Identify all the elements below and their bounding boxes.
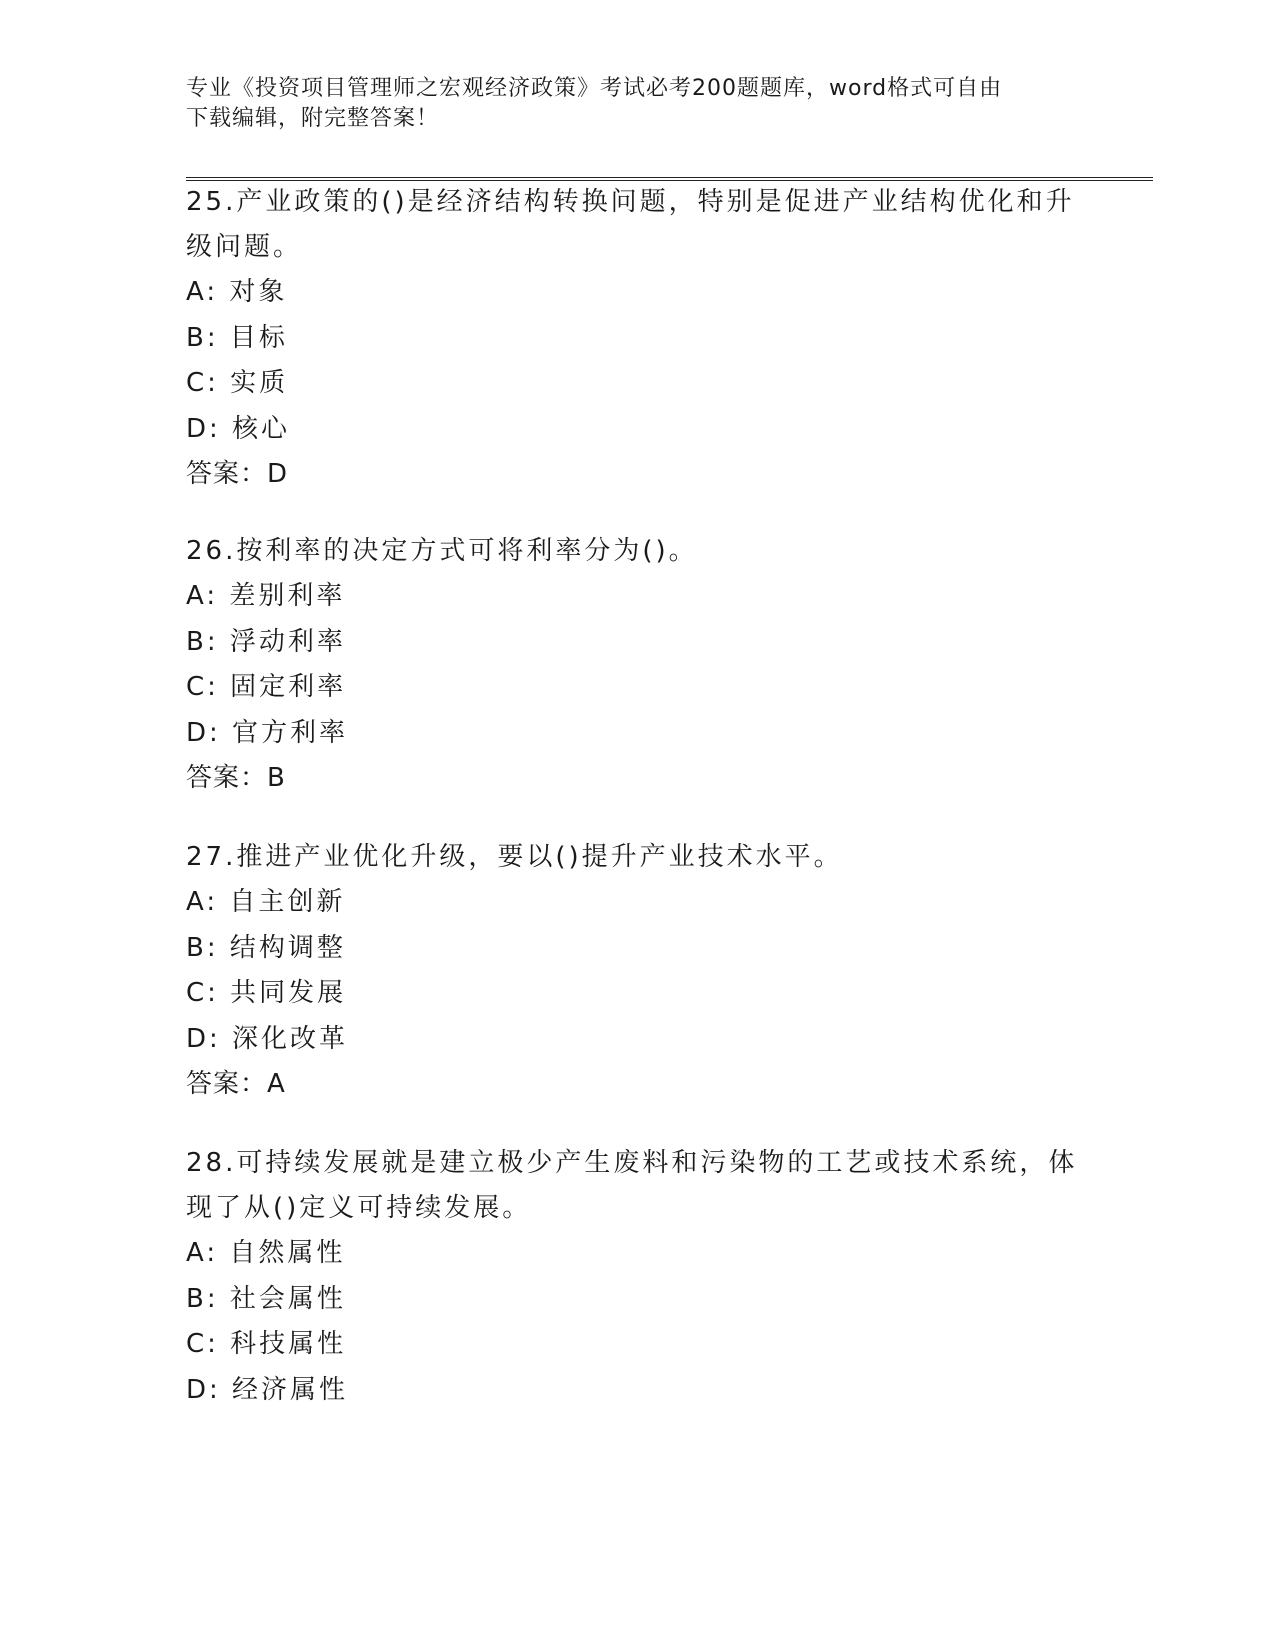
option-a: A: 自主创新 [186, 887, 346, 917]
document-header [186, 74, 1086, 134]
option-c: C: 科技属性 [186, 1329, 347, 1359]
question-stem-line: 现了从()定义可持续发展。 [186, 1193, 532, 1223]
option-a: A: 自然属性 [186, 1238, 346, 1268]
option-b: B: 目标 [186, 322, 288, 353]
option-b: B: 结构调整 [186, 932, 346, 963]
answer-line: 答案：A [186, 1069, 286, 1099]
option-a: A: 对象 [186, 277, 288, 307]
header-line-2: 下载编辑，附完整答案！ [186, 106, 440, 131]
question-stem-line: 级问题。 [186, 232, 303, 262]
header-line-1: 专业《投资项目管理师之宏观经济政策》考试必考200题题库，word格式可自由 [186, 76, 1003, 101]
option-c: C: 共同发展 [186, 978, 347, 1008]
option-d: D: 深化改革 [186, 1023, 349, 1054]
option-d: D: 官方利率 [186, 717, 349, 748]
question-stem [186, 1141, 1086, 1231]
answer-line: 答案：B [186, 763, 286, 793]
option-d: D: 经济属性 [186, 1374, 349, 1405]
question-stem [186, 180, 1086, 270]
question-stem-line: 26.按利率的决定方式可将利率分为()。 [186, 536, 698, 566]
option-d: D: 核心 [186, 413, 291, 444]
question-stem [186, 529, 1086, 574]
question-stem [186, 835, 1086, 880]
question-27 [186, 835, 1086, 1108]
option-b: B: 社会属性 [186, 1283, 346, 1314]
option-b: B: 浮动利率 [186, 626, 346, 657]
question-stem-line: 25.产业政策的()是经济结构转换问题，特别是促进产业结构优化和升 [186, 187, 1075, 217]
question-26 [186, 529, 1086, 802]
question-25 [186, 180, 1086, 498]
option-a: A: 差别利率 [186, 581, 346, 611]
question-stem-line: 28.可持续发展就是建立极少产生废料和污染物的工艺或技术系统，体 [186, 1148, 1078, 1178]
question-stem-line: 27.推进产业优化升级，要以()提升产业技术水平。 [186, 842, 843, 872]
option-c: C: 实质 [186, 368, 289, 398]
option-c: C: 固定利率 [186, 672, 347, 702]
answer-line: 答案：D [186, 459, 289, 489]
question-28 [186, 1141, 1086, 1413]
